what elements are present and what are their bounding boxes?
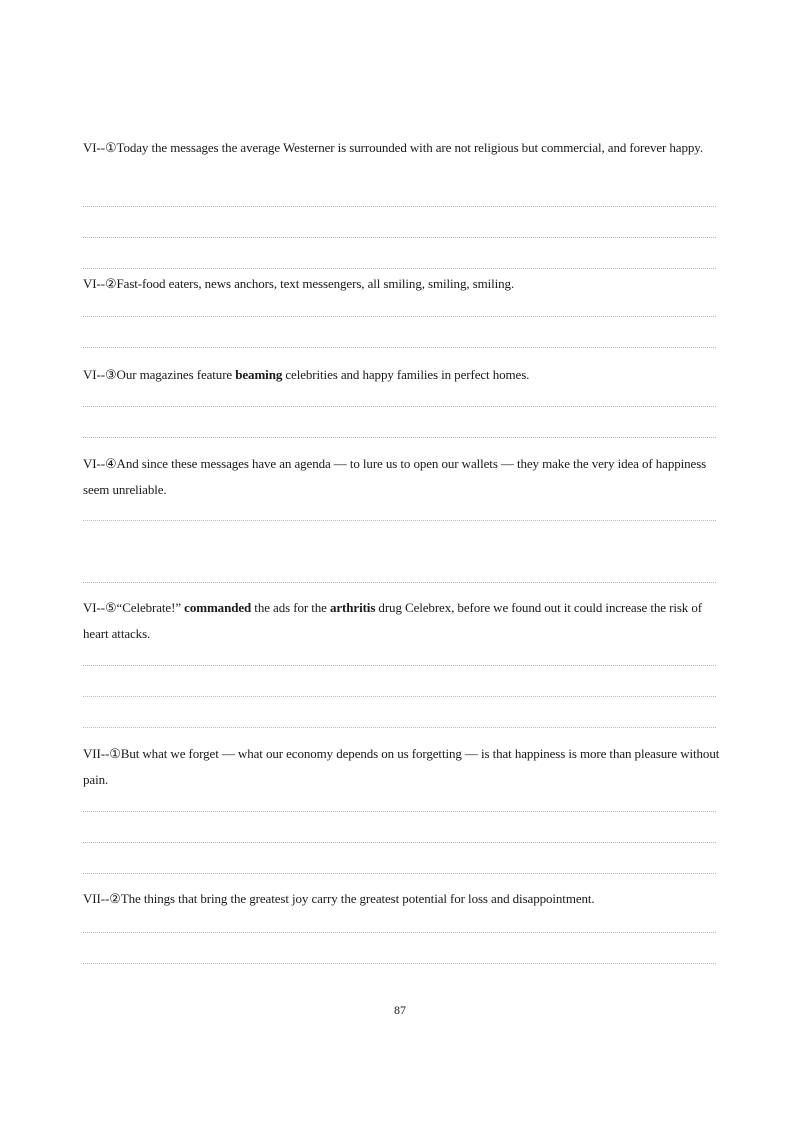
answer-line — [83, 237, 716, 238]
answer-line — [83, 582, 716, 583]
sentence-text: VI--⑤“Celebrate!” — [83, 600, 185, 615]
answer-line — [83, 696, 716, 697]
vocab-word-commanded: commanded — [184, 600, 252, 615]
sentence-text: VI--③Our magazines feature — [83, 367, 236, 382]
answer-line — [83, 520, 716, 521]
sentence-text: VII--①But what we forget — what our economy depends on us forgetting — is that happiness is more than pleasure without pain. — [83, 746, 720, 787]
sentence-text: VI--①Today the messages the average Westerner is surrounded with are not religious but commercial, and forever happy. — [83, 140, 703, 155]
sentence-vi-3 — [83, 362, 723, 388]
answer-line — [83, 347, 716, 348]
answer-line — [83, 206, 716, 207]
page-number: 87 — [394, 1003, 406, 1017]
answer-line — [83, 873, 716, 874]
sentence-vi-1 — [83, 135, 723, 161]
vocab-word-arthritis: arthritis — [329, 600, 376, 615]
answer-line — [83, 727, 716, 728]
answer-line — [83, 811, 716, 812]
sentence-vii-1 — [83, 741, 723, 793]
answer-line — [83, 268, 716, 269]
sentence-vi-2 — [83, 271, 723, 297]
answer-line — [83, 316, 716, 317]
vocab-word-beaming: beaming — [235, 367, 283, 382]
sentence-vi-5 — [83, 595, 723, 647]
sentence-text: VII--②The things that bring the greatest joy carry the greatest potential for loss and disappointment. — [83, 891, 595, 906]
answer-line — [83, 842, 716, 843]
answer-line — [83, 406, 716, 407]
sentence-vi-4 — [83, 451, 723, 503]
sentence-text: VI--④And since these messages have an agenda — to lure us to open our wallets — they make the very idea of happiness seem unreliable. — [83, 456, 707, 497]
answer-line — [83, 963, 716, 964]
answer-line — [83, 932, 716, 933]
answer-line — [83, 437, 716, 438]
sentence-text: the ads for the — [251, 600, 330, 615]
sentence-text: VI--②Fast-food eaters, news anchors, text messengers, all smiling, smiling, smiling. — [83, 276, 515, 291]
answer-line — [83, 665, 716, 666]
sentence-text: celebrities and happy families in perfect homes. — [282, 367, 530, 382]
sentence-text: drug Celebrex, before we found out it could increase the risk of heart attacks. — [83, 600, 702, 641]
sentence-vii-2 — [83, 886, 723, 912]
